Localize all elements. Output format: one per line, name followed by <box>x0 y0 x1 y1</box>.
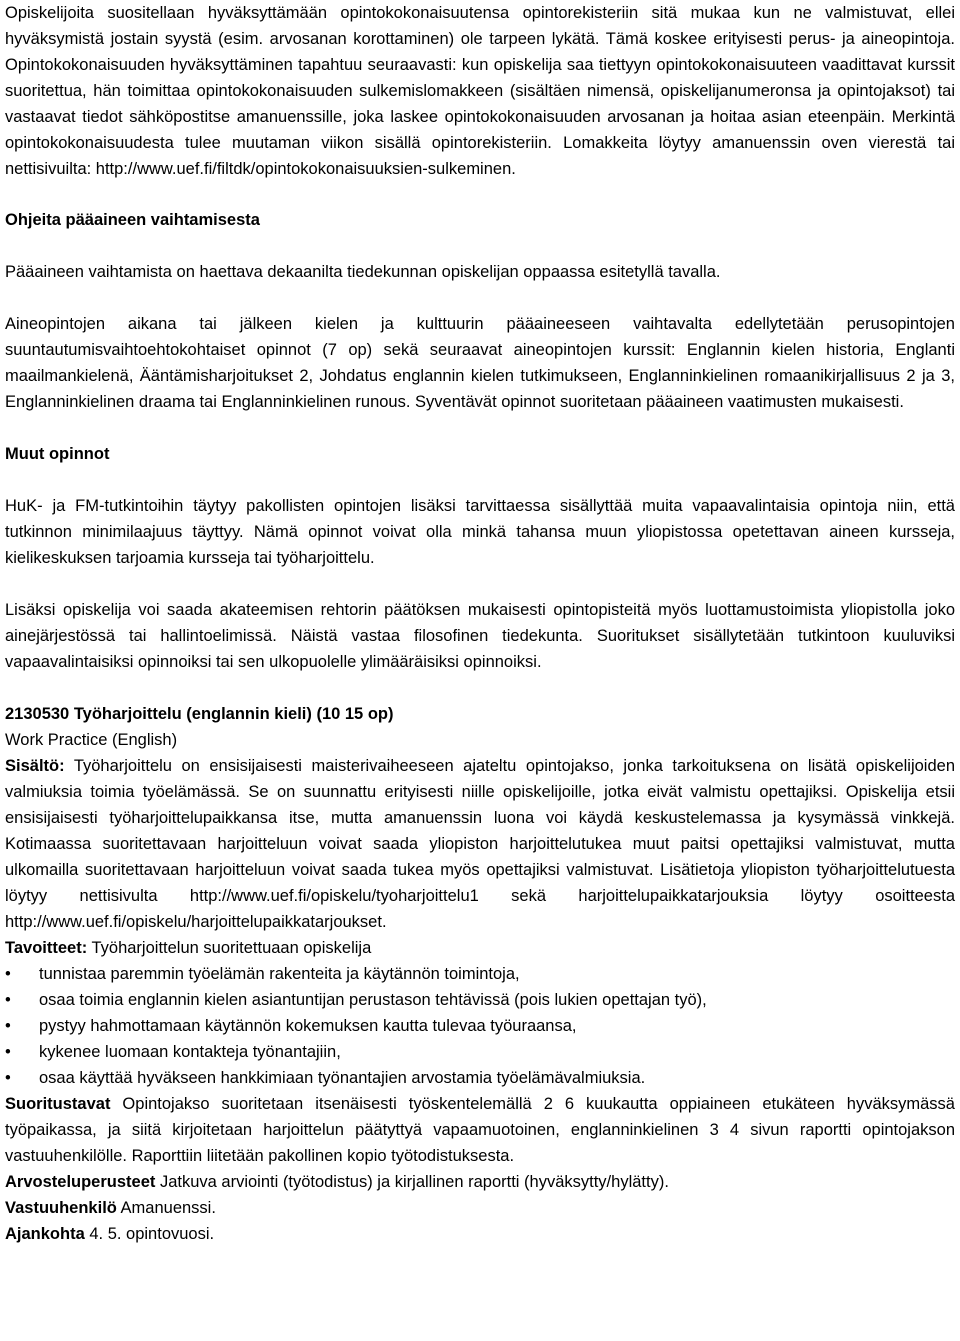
spacer <box>5 415 955 441</box>
assessment-text: Jatkuva arviointi (työtodistus) ja kirjallinen raportti (hyväksytty/hylätty). <box>155 1173 669 1191</box>
other-studies-paragraph-1: HuK- ja FM-tutkintoihin täytyy pakollisten opintojen lisäksi tarvittaessa sisällyttää muita vapaavalintaisia opintoja niin, että tutkinnon minimilaajuus täyttyy. Nämä opinnot voivat olla minkä tahansa muun yliopistossa opetettavan aineen kursseja, kielikeskuksen tarjoamia kursseja tai työharjoittelu. <box>5 497 955 567</box>
course-responsible <box>5 1195 955 1221</box>
spacer <box>5 571 955 597</box>
list-item <box>5 1013 955 1039</box>
goals-text: Työharjoittelun suoritettuaan opiskelija <box>87 939 372 957</box>
bullet: • <box>5 1069 11 1087</box>
spacer <box>5 675 955 701</box>
major-change-paragraph-2: Aineopintojen aikana tai jälkeen kielen ja kulttuurin pääaineeseen vaihtavalta edellytetään perusopintojen suuntautumisvaihtoehtokohtaiset opinnot (7 op) sekä seuraavat aineopintojen kurssit: Englannin kielen historia, Englanti maailmankielenä, Ääntämisharjoitukset 2, Johdatus englannin kielen tutkimukseen, Englanninkielinen romaanikirjallisuus 2 ja 3, Englanninkielinen draama tai Englanninkielinen runous. Syventävät opinnot suoritetaan pääaineen vaatimusten mukaisesti. <box>5 315 955 411</box>
methods-label: Suoritustavat <box>5 1095 111 1113</box>
list-item-text: osaa käyttää hyväkseen hankkimiaan työnantajien arvostamia työelämävalmiuksia. <box>39 1069 646 1087</box>
list-item-text: kykenee luomaan kontakteja työnantajiin, <box>39 1043 341 1061</box>
spacer <box>5 285 955 311</box>
goals-label: Tavoitteet: <box>5 939 88 957</box>
other-studies-heading: Muut opinnot <box>5 445 110 463</box>
goals-list <box>5 961 955 1091</box>
course-heading: 2130530 Työharjoittelu (englannin kieli) (10 15 op) <box>5 705 394 723</box>
responsible-text: Amanuenssi. <box>116 1199 216 1217</box>
content-text: Työharjoittelu on ensisijaisesti maisterivaiheeseen ajateltu opintojakso, jonka tarkoituksena on lisätä opiskelijoiden valmiuksia toimia työelämässä. Se on suunnattu erityisesti niille opiskelijoille, jotka eivät valmistu opettajiksi. Opiskelija etsii ensisijaisesti työharjoittelupaikkansa itse, mutta amanuenssin luona voi käydä keskustelemassa ja kysymässä vinkkejä. Kotimaassa suoritettavaan harjoitteluun voivat saada yliopiston harjoittelutukea muut paitsi opettajiksi valmistuvat, mutta ulkomailla suoritettavaan harjoitteluun voivat saada tukea myös opettajiksi valmistuvat. Lisätietoja yliopiston työharjoittelutuesta löytyy nettisivulta http://www.uef.fi/opiskelu/tyoharjoittelu1 sekä harjoittelupaikkatarjouksia löytyy osoitteesta http://www.uef.fi/opiskelu/harjoittelupaikkatarjoukset. <box>5 757 955 931</box>
bullet: • <box>5 965 11 983</box>
course-subtitle: Work Practice (English) <box>5 731 178 749</box>
major-change-heading: Ohjeita pääaineen vaihtamisesta <box>5 211 260 229</box>
spacer <box>5 233 955 259</box>
list-item <box>5 1065 955 1091</box>
methods-text: Opintojakso suoritetaan itsenäisesti työskentelemällä 2 6 kuukautta oppiaineen etukäteen hyväksymässä työpaikassa, ja siitä kirjoitetaan harjoittelun päätyttyä vapaamuotoinen, englanninkielinen 3 4 sivun raportti opintojakson vastuuhenkilölle. Raporttiin liitetään pakollinen kopio työtodistuksesta. <box>5 1095 955 1165</box>
timing-text: 4. 5. opintovuosi. <box>84 1225 215 1243</box>
assessment-label: Arvosteluperusteet <box>5 1173 156 1191</box>
bullet: • <box>5 1043 11 1061</box>
list-item <box>5 961 955 987</box>
course-methods <box>5 1091 955 1169</box>
spacer <box>5 182 955 207</box>
list-item-text: tunnistaa paremmin työelämän rakenteita ja käytännön toimintoja, <box>39 965 520 983</box>
list-item-text: pystyy hahmottamaan käytännön kokemuksen kautta tulevaa työuraansa, <box>39 1017 577 1035</box>
timing-label: Ajankohta <box>5 1225 85 1243</box>
spacer <box>5 467 955 493</box>
list-item-text: osaa toimia englannin kielen asiantuntijan perustason tehtävissä (pois lukien opettajan työ), <box>39 991 707 1009</box>
course-goals-intro <box>5 935 955 961</box>
intro-paragraph: Opiskelijoita suositellaan hyväksyttämään opintokokonaisuutensa opintorekisteriin sitä mukaa kun ne valmistuvat, ellei hyväksymistä jostain syystä (esim. arvosanan korottaminen) ole tarpeen lykätä. Tämä koskee erityisesti perus- ja aineopintoja. Opintokokonaisuuden hyväksyttäminen tapahtuu seuraavasti: kun opiskelija saa tiettyyn opintokokonaisuuteen vaadittavat kurssit suoritettua, hän toimittaa opintokokonaisuuden sulkemislomakkeen (sisältäen nimensä, opiskelijanumeronsa ja opintojaksot) tai vastaavat tiedot sähköpostitse amanuenssille, joka laskee opintokokonaisuuden arvosanan ja hoitaa asian eteenpäin. Merkintä opintokokonaisuudesta tulee muutaman viikon sisällä opintorekisteriin. Lomakkeita löytyy amanuenssin oven vierestä tai nettisivuilta: http://www.uef.fi/filtdk/opintokokonaisuuksien-sulkeminen. <box>5 4 955 178</box>
list-item <box>5 1039 955 1065</box>
other-studies-paragraph-2: Lisäksi opiskelija voi saada akateemisen rehtorin päätöksen mukaisesti opintopisteitä myös luottamustoimista yliopistolla joko ainejärjestössä tai hallintoelimissä. Näistä vastaa filosofinen tiedekunta. Suoritukset sisällytetään tutkintoon kuuluviksi vapaavalintaisiksi opinnoiksi tai sen ulkopuolelle ylimääräisiksi opinnoiksi. <box>5 601 955 671</box>
course-assessment <box>5 1169 955 1195</box>
course-content <box>5 753 955 935</box>
course-timing <box>5 1221 955 1247</box>
bullet: • <box>5 991 11 1009</box>
list-item <box>5 987 955 1013</box>
content-label: Sisältö: <box>5 757 65 775</box>
responsible-label: Vastuuhenkilö <box>5 1199 117 1217</box>
major-change-paragraph-1: Pääaineen vaihtamista on haettava dekaanilta tiedekunnan opiskelijan oppaassa esitetyllä tavalla. <box>5 263 721 281</box>
bullet: • <box>5 1017 11 1035</box>
